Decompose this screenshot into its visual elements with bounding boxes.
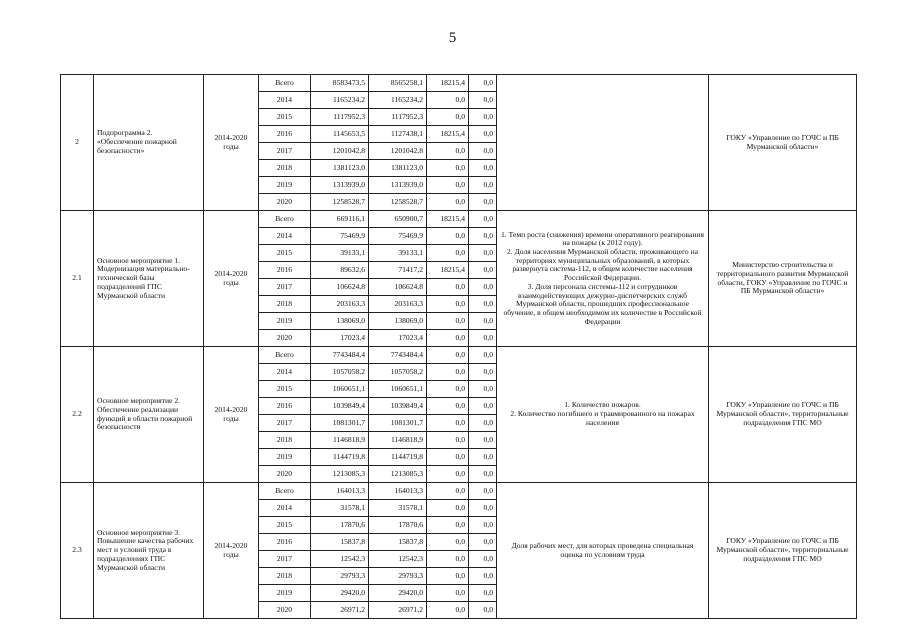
total-cell: 89632,6 <box>311 262 369 279</box>
source-2-cell: 0,0 <box>427 534 469 551</box>
total-cell: 31578,1 <box>311 500 369 517</box>
source-1-cell: 1127438,1 <box>369 126 427 143</box>
source-2-cell: 0,0 <box>427 398 469 415</box>
total-cell: 1213085,3 <box>311 466 369 483</box>
source-2-cell: 18215,4 <box>427 75 469 92</box>
source-3-cell: 0,0 <box>469 160 497 177</box>
source-3-cell: 0,0 <box>469 211 497 228</box>
year-cell: 2019 <box>259 449 311 466</box>
year-cell: 2016 <box>259 534 311 551</box>
year-cell: Всего <box>259 483 311 500</box>
row-number-cell: 2.2 <box>61 347 94 483</box>
total-cell: 106624,8 <box>311 279 369 296</box>
source-2-cell: 0,0 <box>427 568 469 585</box>
year-cell: 2014 <box>259 92 311 109</box>
row-number-cell: 2.3 <box>61 483 94 619</box>
source-1-cell: 203163,3 <box>369 296 427 313</box>
program-name-cell: Основное мероприятие 3. Повышение качества рабочих мест и условий труда в подразделениях ГПС Мурманской области <box>94 483 204 619</box>
source-1-cell: 1201042,8 <box>369 143 427 160</box>
period-cell: 2014-2020 годы <box>204 211 259 347</box>
executors-cell: ГОКУ «Управление по ГОЧС и ПБ Мурманской области» <box>709 75 857 211</box>
indicators-cell: 1. Количество пожаров. 2. Количество погибшего и травмированного на пожарах населения <box>497 347 709 483</box>
total-cell: 1145653,5 <box>311 126 369 143</box>
source-3-cell: 0,0 <box>469 296 497 313</box>
source-2-cell: 0,0 <box>427 415 469 432</box>
page-number: 5 <box>448 30 457 46</box>
source-1-cell: 26971,2 <box>369 602 427 619</box>
source-3-cell: 0,0 <box>469 398 497 415</box>
year-cell: 2019 <box>259 177 311 194</box>
source-2-cell: 0,0 <box>427 381 469 398</box>
source-2-cell: 0,0 <box>427 602 469 619</box>
year-cell: 2018 <box>259 432 311 449</box>
source-2-cell: 0,0 <box>427 347 469 364</box>
source-2-cell: 0,0 <box>427 109 469 126</box>
table-row <box>61 211 857 228</box>
year-cell: 2018 <box>259 160 311 177</box>
source-1-cell: 75469,9 <box>369 228 427 245</box>
total-cell: 1039849,4 <box>311 398 369 415</box>
total-cell: 669116,1 <box>311 211 369 228</box>
year-cell: 2014 <box>259 364 311 381</box>
source-1-cell: 1144719,8 <box>369 449 427 466</box>
source-1-cell: 39133,1 <box>369 245 427 262</box>
source-3-cell: 0,0 <box>469 194 497 211</box>
source-3-cell: 0,0 <box>469 262 497 279</box>
source-2-cell: 0,0 <box>427 194 469 211</box>
source-3-cell: 0,0 <box>469 500 497 517</box>
year-cell: 2020 <box>259 194 311 211</box>
source-1-cell: 29793,3 <box>369 568 427 585</box>
total-cell: 17023,4 <box>311 330 369 347</box>
year-cell: 2015 <box>259 245 311 262</box>
year-cell: 2014 <box>259 228 311 245</box>
source-3-cell: 0,0 <box>469 143 497 160</box>
period-cell: 2014-2020 годы <box>204 75 259 211</box>
total-cell: 29420,0 <box>311 585 369 602</box>
total-cell: 1060651,1 <box>311 381 369 398</box>
total-cell: 17870,6 <box>311 517 369 534</box>
source-1-cell: 1258528,7 <box>369 194 427 211</box>
period-cell: 2014-2020 годы <box>204 347 259 483</box>
year-cell: 2020 <box>259 466 311 483</box>
year-cell: 2015 <box>259 517 311 534</box>
source-1-cell: 8565258,1 <box>369 75 427 92</box>
source-3-cell: 0,0 <box>469 585 497 602</box>
year-cell: Всего <box>259 75 311 92</box>
source-3-cell: 0,0 <box>469 228 497 245</box>
source-3-cell: 0,0 <box>469 109 497 126</box>
source-2-cell: 0,0 <box>427 279 469 296</box>
table-row <box>61 483 857 500</box>
source-2-cell: 0,0 <box>427 228 469 245</box>
source-2-cell: 0,0 <box>427 296 469 313</box>
year-cell: 2019 <box>259 585 311 602</box>
source-1-cell: 1060651,1 <box>369 381 427 398</box>
executors-cell: ГОКУ «Управление по ГОЧС и ПБ Мурманской области», территориальные подразделения ГПС МО <box>709 347 857 483</box>
source-2-cell: 0,0 <box>427 449 469 466</box>
total-cell: 1057058,2 <box>311 364 369 381</box>
source-1-cell: 12542,3 <box>369 551 427 568</box>
source-1-cell: 1213085,3 <box>369 466 427 483</box>
executors-cell: ГОКУ «Управление по ГОЧС и ПБ Мурманской области», территориальные подразделения ГПС МО <box>709 483 857 619</box>
source-2-cell: 0,0 <box>427 92 469 109</box>
year-cell: 2015 <box>259 109 311 126</box>
year-cell: 2020 <box>259 330 311 347</box>
source-3-cell: 0,0 <box>469 415 497 432</box>
total-cell: 1258528,7 <box>311 194 369 211</box>
source-3-cell: 0,0 <box>469 364 497 381</box>
total-cell: 1146818,9 <box>311 432 369 449</box>
source-1-cell: 31578,1 <box>369 500 427 517</box>
source-2-cell: 0,0 <box>427 432 469 449</box>
source-3-cell: 0,0 <box>469 177 497 194</box>
row-number-cell: 2.1 <box>61 211 94 347</box>
year-cell: 2019 <box>259 313 311 330</box>
source-3-cell: 0,0 <box>469 381 497 398</box>
source-1-cell: 15837,8 <box>369 534 427 551</box>
year-cell: 2018 <box>259 568 311 585</box>
source-3-cell: 0,0 <box>469 568 497 585</box>
source-3-cell: 0,0 <box>469 245 497 262</box>
source-2-cell: 0,0 <box>427 143 469 160</box>
source-1-cell: 1117952,3 <box>369 109 427 126</box>
total-cell: 164013,3 <box>311 483 369 500</box>
source-2-cell: 0,0 <box>427 585 469 602</box>
total-cell: 29793,3 <box>311 568 369 585</box>
year-cell: 2017 <box>259 143 311 160</box>
source-2-cell: 0,0 <box>427 517 469 534</box>
program-name-cell: Основное мероприятие 2. Обеспечение реализации функций в области пожарной безопасности <box>94 347 204 483</box>
source-3-cell: 0,0 <box>469 279 497 296</box>
source-2-cell: 0,0 <box>427 313 469 330</box>
source-3-cell: 0,0 <box>469 551 497 568</box>
indicators-cell: 1. Темп роста (снижения) времени оперативного реагирования на пожары (к 2012 году). 2. Доля населения Мурманской области, проживающего на территориях муниципальных образований, в которых развернута система-112, в общем количестве населения Российской Федерации. 3. Доля персонала системы-112 и сотрудников взаимодействующих дежурно-диспетчерских служб Мурманской области, прошедших профессиональное обучение, в общем необходимом их количестве в Российской Федерации <box>497 211 709 347</box>
total-cell: 8583473,5 <box>311 75 369 92</box>
source-3-cell: 0,0 <box>469 534 497 551</box>
source-1-cell: 1146818,9 <box>369 432 427 449</box>
total-cell: 1165234,2 <box>311 92 369 109</box>
period-cell: 2014-2020 годы <box>204 483 259 619</box>
total-cell: 12542,3 <box>311 551 369 568</box>
source-1-cell: 106624,8 <box>369 279 427 296</box>
total-cell: 39133,1 <box>311 245 369 262</box>
source-2-cell: 0,0 <box>427 500 469 517</box>
source-3-cell: 0,0 <box>469 517 497 534</box>
year-cell: 2018 <box>259 296 311 313</box>
year-cell: 2015 <box>259 381 311 398</box>
source-3-cell: 0,0 <box>469 330 497 347</box>
source-1-cell: 17023,4 <box>369 330 427 347</box>
source-3-cell: 0,0 <box>469 483 497 500</box>
year-cell: 2016 <box>259 262 311 279</box>
source-3-cell: 0,0 <box>469 432 497 449</box>
total-cell: 1117952,3 <box>311 109 369 126</box>
source-1-cell: 7743484,4 <box>369 347 427 364</box>
total-cell: 138069,0 <box>311 313 369 330</box>
year-cell: 2016 <box>259 126 311 143</box>
source-1-cell: 29420,0 <box>369 585 427 602</box>
year-cell: 2017 <box>259 551 311 568</box>
table-body <box>61 75 857 619</box>
program-name-cell: Подпрограмма 2. «Обеспечение пожарной безопасности» <box>94 75 204 211</box>
source-1-cell: 650900,7 <box>369 211 427 228</box>
total-cell: 75469,9 <box>311 228 369 245</box>
total-cell: 15837,8 <box>311 534 369 551</box>
source-1-cell: 17870,6 <box>369 517 427 534</box>
source-1-cell: 1165234,2 <box>369 92 427 109</box>
program-name-cell: Основное мероприятие 1. Модернизация материально-технической базы подразделений ГПС Мурманской области <box>94 211 204 347</box>
source-1-cell: 1057058,2 <box>369 364 427 381</box>
total-cell: 1381123,0 <box>311 160 369 177</box>
source-2-cell: 0,0 <box>427 330 469 347</box>
source-1-cell: 1381123,0 <box>369 160 427 177</box>
row-number-cell: 2 <box>61 75 94 211</box>
program-table <box>60 74 857 619</box>
source-3-cell: 0,0 <box>469 92 497 109</box>
source-2-cell: 0,0 <box>427 364 469 381</box>
source-1-cell: 71417,2 <box>369 262 427 279</box>
source-3-cell: 0,0 <box>469 126 497 143</box>
source-3-cell: 0,0 <box>469 449 497 466</box>
source-2-cell: 0,0 <box>427 160 469 177</box>
source-2-cell: 0,0 <box>427 245 469 262</box>
source-3-cell: 0,0 <box>469 602 497 619</box>
source-1-cell: 138069,0 <box>369 313 427 330</box>
source-3-cell: 0,0 <box>469 347 497 364</box>
source-2-cell: 0,0 <box>427 551 469 568</box>
source-2-cell: 0,0 <box>427 483 469 500</box>
total-cell: 7743484,4 <box>311 347 369 364</box>
indicators-cell: Доля рабочих мест, для которых проведена специальная оценка по условиям труда <box>497 483 709 619</box>
source-2-cell: 0,0 <box>427 466 469 483</box>
total-cell: 1144719,8 <box>311 449 369 466</box>
source-3-cell: 0,0 <box>469 313 497 330</box>
source-2-cell: 18215,4 <box>427 126 469 143</box>
source-1-cell: 1081301,7 <box>369 415 427 432</box>
source-2-cell: 18215,4 <box>427 262 469 279</box>
total-cell: 203163,3 <box>311 296 369 313</box>
indicators-cell <box>497 75 709 211</box>
source-3-cell: 0,0 <box>469 75 497 92</box>
year-cell: 2020 <box>259 602 311 619</box>
source-2-cell: 18215,4 <box>427 211 469 228</box>
source-1-cell: 164013,3 <box>369 483 427 500</box>
total-cell: 1081301,7 <box>311 415 369 432</box>
table-row <box>61 347 857 364</box>
total-cell: 1201042,8 <box>311 143 369 160</box>
year-cell: 2014 <box>259 500 311 517</box>
year-cell: Всего <box>259 211 311 228</box>
executors-cell: Министерство строительства и территориального развития Мурманской области, ГОКУ «Управление по ГОЧС и ПБ Мурманской области» <box>709 211 857 347</box>
source-3-cell: 0,0 <box>469 466 497 483</box>
source-1-cell: 1313939,0 <box>369 177 427 194</box>
year-cell: Всего <box>259 347 311 364</box>
source-1-cell: 1039849,4 <box>369 398 427 415</box>
year-cell: 2016 <box>259 398 311 415</box>
table-row <box>61 75 857 92</box>
year-cell: 2017 <box>259 415 311 432</box>
source-2-cell: 0,0 <box>427 177 469 194</box>
total-cell: 26971,2 <box>311 602 369 619</box>
total-cell: 1313939,0 <box>311 177 369 194</box>
year-cell: 2017 <box>259 279 311 296</box>
